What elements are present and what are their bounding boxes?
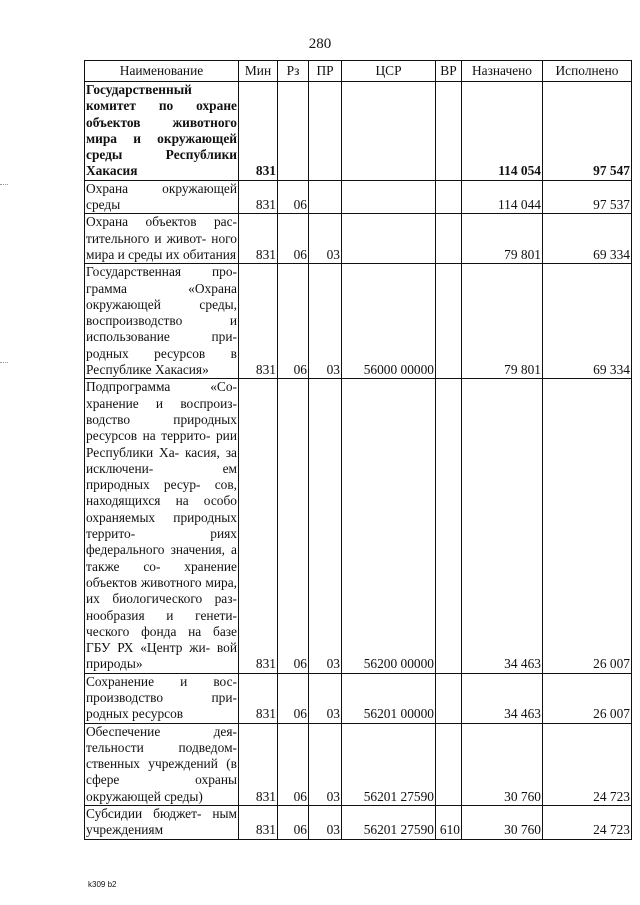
table-row [85, 723, 632, 805]
margin-mark [0, 362, 8, 364]
cell-csr: 56201 27590 [342, 806, 436, 840]
cell-rz: 06 [278, 806, 309, 840]
name-line: вой природы» [86, 640, 237, 672]
cell-pr: 03 [309, 264, 342, 379]
name-line: тительного и живот- [86, 230, 207, 246]
name-line: ным учреждениям [86, 806, 237, 838]
name-line: объектов животного [86, 114, 237, 130]
name-line: комитет по охране [86, 98, 237, 114]
name-line: касия, за исключени- [86, 444, 237, 476]
cell-csr: 56201 27590 [342, 723, 436, 805]
name-line: Охрана окружающей [86, 180, 237, 196]
cell-min: 831 [239, 673, 278, 723]
name-line: ного мира и среды их [86, 230, 237, 262]
cell-vr [436, 214, 462, 264]
name-line: (в сфере охраны [86, 756, 237, 788]
header-executed: Исполнено [543, 61, 632, 82]
header-pr: ПР [309, 61, 342, 82]
cell-executed: 69 334 [543, 214, 632, 264]
name-line: сов, находящихся на [86, 477, 237, 509]
cell-min: 831 [239, 214, 278, 264]
name-line: хранение объектов [86, 558, 237, 590]
cell-rz: 06 [278, 379, 309, 673]
cell-pr [309, 82, 342, 181]
name-line: природных террито- [86, 509, 237, 542]
cell-executed: 97 537 [543, 180, 632, 214]
name-line: особо охраняемых [86, 493, 237, 525]
cell-vr [436, 379, 462, 673]
cell-assigned: 30 760 [462, 723, 543, 805]
name-line: родных ресурсов в [86, 345, 237, 361]
table-header-row [85, 61, 632, 82]
cell-executed: 97 547 [543, 82, 632, 181]
name-line: воспроизводство и [86, 313, 237, 329]
cell-rz: 06 [278, 723, 309, 805]
header-min: Мин [239, 61, 278, 82]
cell-vr [436, 180, 462, 214]
name-line: ем природных ресур- [86, 460, 237, 493]
table-row [85, 379, 632, 673]
footer-code: k309 b2 [88, 880, 117, 889]
cell-assigned: 30 760 [462, 806, 543, 840]
name-line: производство при- [86, 689, 237, 705]
cell-executed: 24 723 [543, 723, 632, 805]
cell-name [85, 379, 239, 673]
cell-rz: 06 [278, 180, 309, 214]
cell-name [85, 82, 239, 181]
cell-name [85, 180, 239, 214]
name-line: Охрана объектов рас- [86, 214, 237, 230]
table-row [85, 214, 632, 264]
name-line: животного мира, их [86, 574, 237, 607]
cell-csr: 56200 00000 [342, 379, 436, 673]
cell-rz: 06 [278, 214, 309, 264]
cell-vr [436, 723, 462, 805]
table-row [85, 806, 632, 840]
cell-rz: 06 [278, 264, 309, 379]
cell-vr [436, 264, 462, 379]
cell-pr [309, 180, 342, 214]
name-line: Государственный [86, 82, 192, 97]
name-line: Республике Хакасия» [86, 362, 209, 378]
cell-assigned: 34 463 [462, 379, 543, 673]
page-number: 280 [308, 36, 332, 52]
name-line: Государственная про- [86, 264, 237, 280]
cell-min: 831 [239, 180, 278, 214]
name-line: биологического раз- [112, 591, 237, 607]
cell-name [85, 673, 239, 723]
cell-executed: 24 723 [543, 806, 632, 840]
header-assigned: Назначено [462, 61, 543, 82]
name-line: Подпрограмма «Со- [86, 379, 237, 395]
cell-pr: 03 [309, 673, 342, 723]
table-row [85, 82, 632, 181]
name-line: водство природных [86, 411, 237, 427]
name-line: ческого фонда на базе [86, 623, 237, 639]
name-line: хранение и воспроиз- [86, 395, 237, 411]
name-line: Сохранение и вос- [86, 673, 237, 689]
cell-vr [436, 82, 462, 181]
table-row [85, 673, 632, 723]
cell-min: 831 [239, 806, 278, 840]
cell-csr [342, 82, 436, 181]
budget-table [84, 60, 632, 840]
name-line: родных ресурсов [86, 706, 184, 722]
header-name: Наименование [85, 61, 239, 82]
cell-assigned: 34 463 [462, 673, 543, 723]
cell-min: 831 [239, 82, 278, 181]
name-line: использование при- [86, 329, 237, 345]
name-line: окружающей среды, [86, 296, 237, 312]
name-line: значения, а также со- [86, 542, 237, 574]
cell-min: 831 [239, 379, 278, 673]
name-line: нообразия и генети- [86, 607, 237, 623]
cell-vr: 610 [436, 806, 462, 840]
name-line: окружающей среды) [86, 788, 203, 804]
name-line: тельности подведом- [86, 739, 237, 755]
name-line: обитания [182, 246, 237, 262]
cell-pr: 03 [309, 379, 342, 673]
cell-pr: 03 [309, 214, 342, 264]
cell-csr [342, 180, 436, 214]
table-row [85, 180, 632, 214]
cell-csr: 56000 00000 [342, 264, 436, 379]
name-line: риях федерального [86, 526, 237, 558]
cell-rz [278, 82, 309, 181]
header-csr: ЦСР [342, 61, 436, 82]
name-line: ГБУ РХ «Центр жи- [86, 640, 211, 656]
cell-executed: 26 007 [543, 673, 632, 723]
cell-name [85, 723, 239, 805]
cell-assigned: 79 801 [462, 264, 543, 379]
margin-mark [0, 184, 8, 186]
cell-pr: 03 [309, 806, 342, 840]
cell-assigned: 79 801 [462, 214, 543, 264]
table-body [85, 82, 632, 840]
name-line: Обеспечение дея- [86, 723, 237, 739]
name-line: рии Республики Ха- [86, 428, 237, 460]
cell-min: 831 [239, 723, 278, 805]
table-row [85, 264, 632, 379]
name-line: Хакасия [86, 163, 138, 179]
name-line: Субсидии бюджет- [86, 806, 202, 822]
cell-executed: 26 007 [543, 379, 632, 673]
cell-executed: 69 334 [543, 264, 632, 379]
cell-csr [342, 214, 436, 264]
name-line: среды [86, 197, 121, 213]
cell-assigned: 114 044 [462, 180, 543, 214]
cell-min: 831 [239, 264, 278, 379]
header-rz: Рз [278, 61, 309, 82]
name-line: среды Республики [86, 147, 237, 163]
name-line: грамма «Охрана [86, 280, 237, 296]
name-line: ственных учреждений [86, 756, 218, 772]
cell-assigned: 114 054 [462, 82, 543, 181]
cell-csr: 56201 00000 [342, 673, 436, 723]
cell-name [85, 806, 239, 840]
cell-name [85, 214, 239, 264]
name-line: ресурсов на террито- [86, 428, 211, 444]
name-line: мира и окружающей [86, 130, 237, 146]
header-vr: ВР [436, 61, 462, 82]
cell-rz: 06 [278, 673, 309, 723]
cell-pr: 03 [309, 723, 342, 805]
cell-name [85, 264, 239, 379]
cell-vr [436, 673, 462, 723]
